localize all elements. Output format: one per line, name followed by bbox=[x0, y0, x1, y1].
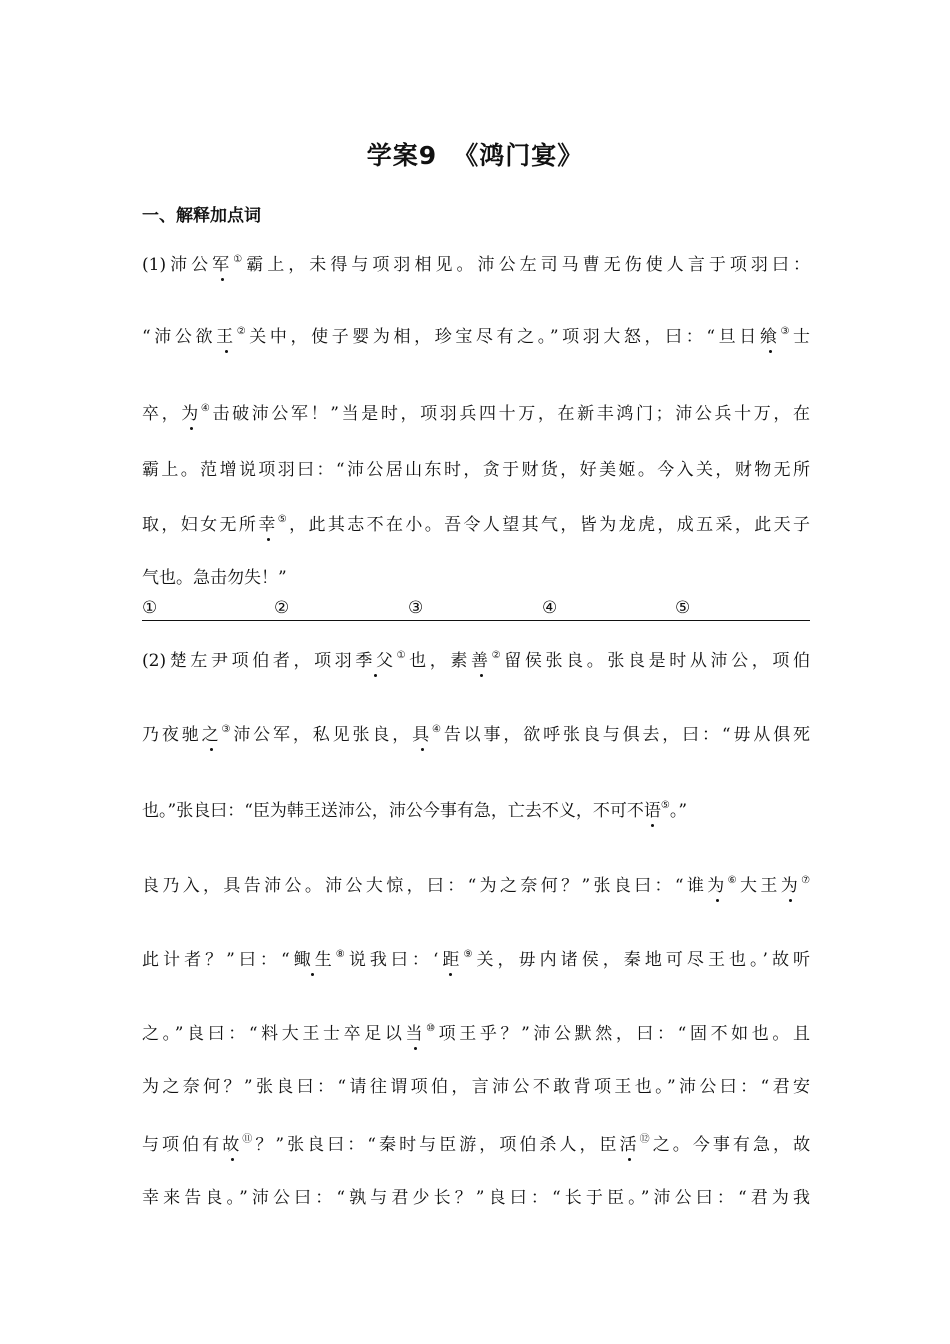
note-marker: ③ bbox=[780, 326, 794, 337]
passage1-line: “沛公欲王②关中，使子婴为相，珍宝尽有之。”项羽大怒，曰：“旦日飨③士 bbox=[142, 326, 811, 347]
note-marker: ④ bbox=[431, 724, 444, 735]
passage2-line: 也。”张良曰：“臣为韩王送沛公，沛公今事有急，亡去不义，不可不语⑤。” bbox=[142, 800, 688, 821]
dotted-word: 之 bbox=[201, 725, 222, 745]
passage2-line: 此计者？”曰：“鲰生⑧说我曰：‘距⑨关，毋内诸侯，秦地可尽王也。’故听 bbox=[142, 949, 811, 970]
dotted-word: 季父 bbox=[355, 651, 397, 671]
answer-blank-label: ① bbox=[142, 598, 158, 618]
passage2-line: 幸来告良。”沛公曰：“孰与君少长？”良曰：“长于臣。”沛公曰：“君为我 bbox=[142, 1188, 810, 1208]
dotted-word: 善 bbox=[471, 651, 492, 671]
note-marker: ⑪ bbox=[242, 1134, 256, 1145]
passage1-line: 卒，为④击破沛公军！”当是时，项羽兵四十万，在新丰鸿门；沛公兵十万，在 bbox=[142, 403, 811, 424]
dotted-word: 具 bbox=[412, 725, 432, 745]
note-marker: ③ bbox=[221, 724, 234, 735]
dotted-word: 军 bbox=[212, 255, 234, 275]
note-marker: ⑤ bbox=[277, 514, 290, 525]
note-marker: ⑨ bbox=[463, 949, 477, 960]
dotted-word: 为 bbox=[780, 876, 802, 896]
note-marker: ⑩ bbox=[426, 1023, 439, 1034]
dotted-word: 当 bbox=[405, 1024, 427, 1044]
note-marker: ① bbox=[396, 650, 410, 661]
passage2-line: 良乃入，具告沛公。沛公大惊，曰：“为之奈何？”张良曰：“谁为⑥大王为⑦ bbox=[142, 875, 811, 896]
passage2-line: 与项伯有故⑪？”张良曰：“秦时与臣游，项伯杀人，臣活⑫之。今事有急，故 bbox=[142, 1134, 811, 1155]
answer-blanks[interactable] bbox=[142, 598, 810, 621]
passage2-line: 为之奈何？”张良曰：“请往谓项伯，言沛公不敢背项王也。”沛公曰：“君安 bbox=[142, 1077, 810, 1097]
answer-blank-label: ⑤ bbox=[675, 598, 691, 618]
note-marker: ② bbox=[236, 326, 250, 337]
note-marker: ④ bbox=[200, 403, 213, 414]
answer-blank-label: ③ bbox=[408, 598, 424, 618]
passage1-line: (1)沛公军①霸上，未得与项羽相见。沛公左司马曹无伤使人言于项羽曰： bbox=[142, 254, 810, 275]
note-marker: ⑧ bbox=[335, 949, 349, 960]
page-title bbox=[0, 136, 950, 172]
section-heading: 一、解释加点词 bbox=[142, 206, 261, 226]
dotted-word: 飨 bbox=[759, 327, 781, 347]
dotted-word: 距 bbox=[438, 950, 464, 970]
dotted-word: 鲰生 bbox=[289, 950, 336, 970]
note-marker: ① bbox=[233, 254, 247, 265]
passage1-line: 霸上。范增说项羽曰：“沛公居山东时，贪于财货，好美姬。今入关，财物无所 bbox=[142, 460, 810, 480]
dotted-word: 为 bbox=[181, 404, 201, 424]
title-text-name: 《鸿门宴》 bbox=[453, 141, 584, 170]
answer-blank-label: ④ bbox=[542, 598, 558, 618]
dotted-word: 王 bbox=[216, 327, 237, 347]
note-marker: ⑦ bbox=[801, 875, 811, 886]
passage1-line: 取，妇女无所幸⑤，此其志不在小。吾令人望其气，皆为龙虎，成五采，此天子 bbox=[142, 514, 811, 535]
note-marker: ⑫ bbox=[639, 1134, 653, 1145]
dotted-word: 幸 bbox=[258, 515, 278, 535]
passage2-line: (2)楚左尹项伯者，项羽季父①也，素善②留侯张良。张良是时从沛公，项伯 bbox=[142, 650, 811, 671]
dotted-word: 故 bbox=[222, 1135, 243, 1155]
dotted-word: 活 bbox=[619, 1135, 640, 1155]
note-marker: ② bbox=[491, 650, 505, 661]
dotted-word: 为 bbox=[707, 876, 728, 896]
answer-blank-label: ② bbox=[274, 598, 290, 618]
note-marker: ⑤ bbox=[660, 800, 670, 811]
dotted-word: 语 bbox=[643, 801, 661, 821]
passage2-line: 乃夜驰之③沛公军，私见张良，具④告以事，欲呼张良与俱去，曰：“毋从俱死 bbox=[142, 724, 811, 745]
passage1-line: 气也。急击勿失！” bbox=[142, 568, 287, 588]
note-marker: ⑥ bbox=[727, 875, 740, 886]
passage2-line: 之。”良曰：“料大王士卒足以当⑩项王乎？”沛公默然，曰：“固不如也。且 bbox=[142, 1023, 811, 1044]
title-lesson-number: 学案9 bbox=[366, 141, 438, 170]
